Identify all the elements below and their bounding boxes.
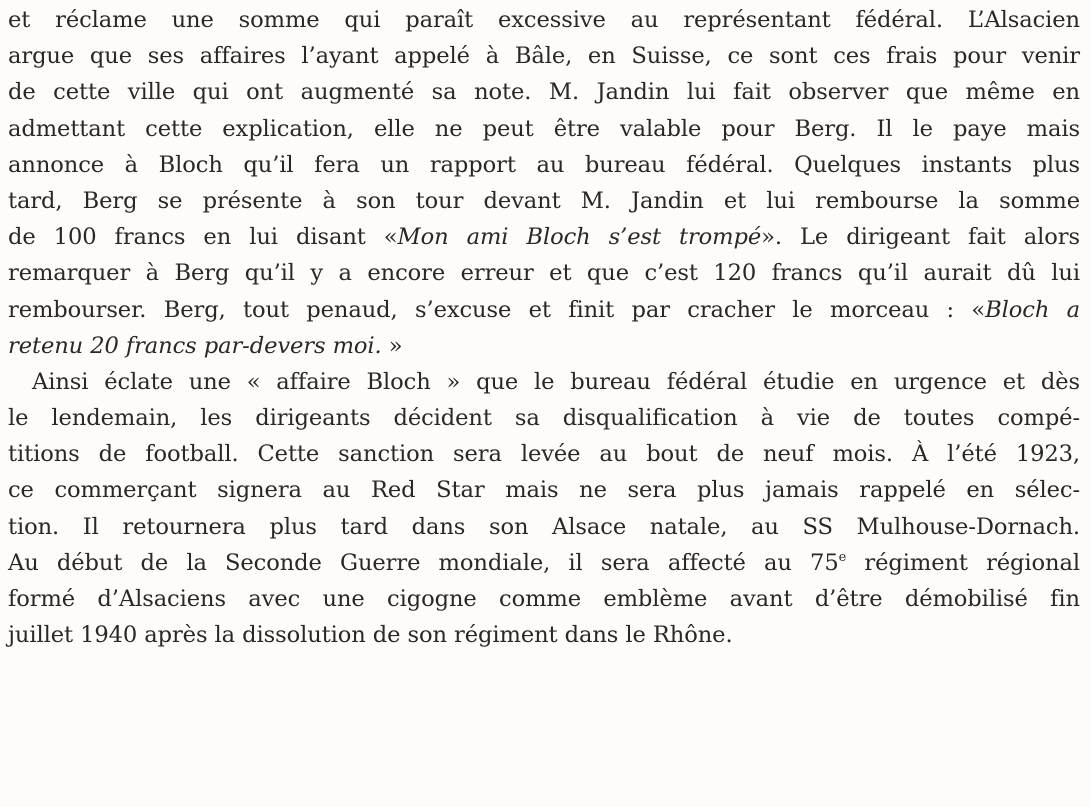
- text-line: Ainsi éclate une « affaire Bloch » que le bureau fédéral étudie en urgence et dès: [32, 368, 1080, 395]
- paragraph-2: [8, 364, 1080, 654]
- text-segment: ». Le dirigeant fait alors: [761, 224, 1080, 251]
- text-segment: Au début de la Seconde Guerre mondiale, il sera affecté au 75: [8, 549, 839, 576]
- text-line: et réclame une somme qui paraît excessive au représentant fédéral. L’Alsacien: [8, 7, 1080, 33]
- quote-italic: retenu 20 francs par-devers moi.: [8, 332, 382, 359]
- text-line: juillet 1940 après la dissolution de son régiment dans le Rhône.: [8, 622, 733, 649]
- text-segment: »: [388, 332, 403, 359]
- superscript: e: [838, 549, 847, 565]
- text-line: formé d’Alsaciens avec une cigogne comme emblème avant d’être démobilisé fin: [8, 586, 1080, 612]
- text-line: argue que ses affaires l’ayant appelé à Bâle, en Suisse, ce sont ces frais pour venir: [8, 43, 1080, 70]
- text-line: admettant cette explication, elle ne peut être valable pour Berg. Il le paye mais: [8, 115, 1080, 142]
- text-line: [8, 219, 1080, 255]
- text-segment: régiment régional: [846, 549, 1080, 576]
- text-segment: rembourser. Berg, tout penaud, s’excuse et finit par cracher le morceau : «: [8, 296, 986, 323]
- text-line: de cette ville qui ont augmenté sa note. M. Jandin lui fait observer que même en: [8, 79, 1080, 106]
- text-line: le lendemain, les dirigeants décident sa disqualification à vie de toutes compé-: [8, 405, 1080, 432]
- text-line: titions de football. Cette sanction sera levée au bout de neuf mois. À l’été 1923,: [8, 441, 1080, 468]
- text-line: tion. Il retournera plus tard dans son Alsace natale, au SS Mulhouse-Dornach.: [8, 513, 1080, 540]
- text-line: [8, 292, 1080, 328]
- text-line: annonce à Bloch qu’il fera un rapport au bureau fédéral. Quelques instants plus: [8, 151, 1080, 178]
- quote-italic: Bloch a: [985, 296, 1081, 323]
- text-line: remarquer à Berg qu’il y a encore erreur et que c’est 120 francs qu’il aurait dû lui: [8, 260, 1080, 287]
- text-line: ce commerçant signera au Red Star mais ne sera plus jamais rappelé en sélec-: [8, 477, 1080, 504]
- text-segment: de 100 francs en lui disant «: [8, 224, 398, 251]
- text-line: tard, Berg se présente à son tour devant M. Jandin et lui rembourse la somme: [8, 187, 1080, 214]
- body-text: [8, 2, 1080, 653]
- quote-italic: Mon ami Bloch s’est trompé: [397, 224, 762, 251]
- text-line: [8, 328, 1080, 364]
- paragraph-1: [8, 2, 1080, 364]
- text-line: [8, 545, 1080, 581]
